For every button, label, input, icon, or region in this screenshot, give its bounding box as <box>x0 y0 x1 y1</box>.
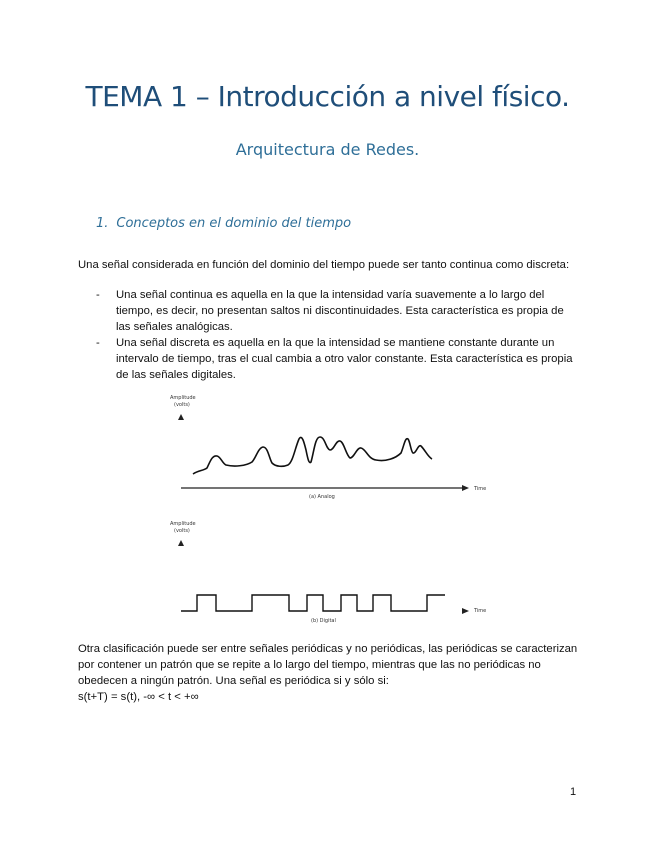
analog-ylabel-line2: (volts) <box>174 402 190 408</box>
bullet-marker: - <box>96 337 100 349</box>
digital-waveform <box>181 595 445 611</box>
digital-signal-panel <box>170 521 486 624</box>
digital-x-arrow <box>462 608 469 614</box>
bullet-text-discrete: Una señal discreta es aquella en la que la intensidad se mantiene constante durante un intervalo de tiempo, tras el cual cambia a otro valor constante. Esta característica es propia de las señales digitales. <box>116 337 573 381</box>
page-number: 1 <box>570 786 577 798</box>
analog-ylabel-line1: Amplitude <box>170 395 196 401</box>
digital-y-arrow <box>178 540 184 546</box>
analog-x-arrow <box>462 485 469 491</box>
analog-signal-panel <box>170 395 486 500</box>
bullet-text-continuous: Una señal continua es aquella en la que la intensidad varía suavemente a lo largo del tiempo, es decir, no presentan saltos ni discontinuidades. Esta característica es propia de las señales analógicas. <box>116 289 564 333</box>
periodicity-formula: s(t+T) = s(t), -∞ < t < +∞ <box>78 691 199 703</box>
digital-caption: (b) Digital <box>311 618 336 624</box>
analog-xlabel: Time <box>474 486 487 492</box>
digital-ylabel-line1: Amplitude <box>170 521 196 527</box>
section-label: Conceptos en el dominio del tiempo <box>116 216 352 231</box>
document-title: TEMA 1 – Introducción a nivel físico. <box>85 80 570 113</box>
section-number: 1. <box>96 216 109 231</box>
document-subtitle: Arquitectura de Redes. <box>235 140 420 159</box>
periodic-paragraph: Otra clasificación puede ser entre señales periódicas y no periódicas, las periódicas se caracterizan por contener un patrón que se repite a lo largo del tiempo, mientras que las no periódicas no obedecen a ningún patrón. Una señal es periódica si y sólo si: <box>78 643 578 687</box>
digital-ylabel-line2: (volts) <box>174 528 190 534</box>
intro-paragraph: Una señal considerada en función del dominio del tiempo puede ser tanto continua como discreta: <box>78 259 570 271</box>
analog-waveform <box>193 437 432 474</box>
bullet-marker: - <box>96 289 100 301</box>
analog-y-arrow <box>178 414 184 420</box>
digital-xlabel: Time <box>474 608 487 614</box>
analog-caption: (a) Analog <box>309 494 335 500</box>
